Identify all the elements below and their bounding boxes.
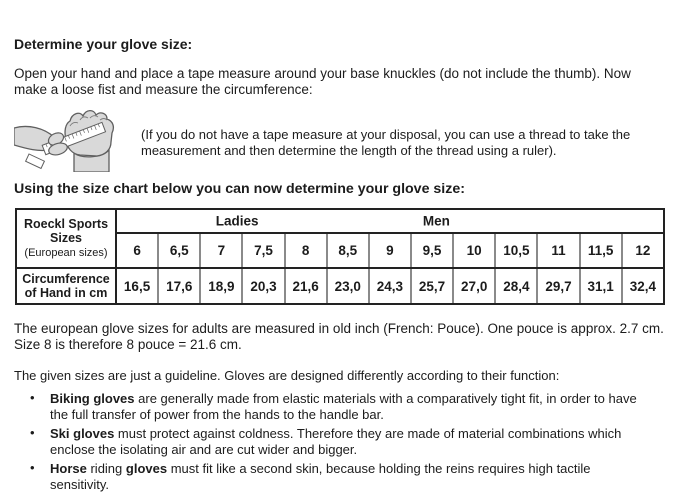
circumference-cell: 23,0	[327, 268, 369, 304]
circumference-row	[16, 268, 664, 304]
circumference-cell: 18,9	[200, 268, 242, 304]
horse-bold: Horse	[50, 461, 87, 476]
size-cell: 6	[116, 233, 158, 268]
guideline-line: The given sizes are just a guideline. Gloves are designed differently according to their function:	[14, 368, 560, 383]
circumference-cell: 20,3	[242, 268, 284, 304]
circumference-cell: 21,6	[285, 268, 327, 304]
list-item-ski-gloves	[14, 426, 644, 458]
figure-row	[14, 106, 666, 172]
bullet-icon: •	[30, 460, 35, 475]
size-cell: 10	[453, 233, 495, 268]
circumference-cell: 25,7	[411, 268, 453, 304]
hand-tape-measure-icon	[14, 106, 129, 172]
row-label-circumference: Circumference of Hand in cm	[16, 268, 116, 304]
circumference-cell: 32,4	[622, 268, 664, 304]
horse-gloves-text: must fit like a second skin, because holding the reins requires high tactile sensitivity.	[50, 461, 591, 492]
tape-measure-note: (If you do not have a tape measure at your disposal, you can use a thread to take the measurement and then determine the length of the thread using a ruler).	[141, 127, 631, 158]
list-item-horse-riding-gloves	[14, 461, 644, 493]
size-cell: 7,5	[242, 233, 284, 268]
circumference-cell: 31,1	[580, 268, 622, 304]
hand-tape-measure-illustration	[14, 106, 129, 172]
ski-gloves-bold: Ski gloves	[50, 426, 115, 441]
bullet-icon: •	[30, 425, 35, 440]
row-label-roeckl-sizes	[16, 209, 116, 268]
gender-group-row	[16, 209, 664, 233]
glove-types-list	[14, 391, 644, 493]
gloves-bold: gloves	[125, 461, 168, 476]
size-cell: 11	[537, 233, 579, 268]
list-item-biking-gloves	[14, 391, 644, 423]
size-cell: 10,5	[495, 233, 537, 268]
pouce-line-2: Size 8 is therefore 8 pouce = 21.6 cm.	[14, 337, 242, 352]
size-cell: 9,5	[411, 233, 453, 268]
heading-determine-glove-size: Determine your glove size:	[14, 36, 193, 52]
gender-group-header-cell	[116, 209, 664, 233]
row-label-european-sizes: (European sizes)	[24, 247, 108, 259]
pouce-paragraph	[14, 321, 666, 353]
circumference-cell: 17,6	[158, 268, 200, 304]
ski-gloves-text: must protect against coldness. Therefore they are made of material combinations which enclose the isolating air and are cut wider and bigger.	[50, 426, 622, 457]
riding-text: riding	[86, 461, 126, 476]
bullet-icon: •	[30, 390, 35, 405]
biking-gloves-text: are generally made from elastic materials with a comparatively tight fit, in order to have the full transfer of power from the hands to the handle bar.	[50, 391, 637, 422]
size-cell: 8,5	[327, 233, 369, 268]
circumference-cell: 28,4	[495, 268, 537, 304]
glove-size-table	[15, 208, 665, 305]
circumference-cell: 16,5	[116, 268, 158, 304]
circumference-cell: 27,0	[453, 268, 495, 304]
ladies-group-label: Ladies	[215, 213, 259, 229]
intro-paragraph: Open your hand and place a tape measure around your base knuckles (do not include the thumb). Now make a loose fist and measure the circumference:	[14, 66, 631, 97]
size-cell: 9	[369, 233, 411, 268]
size-cell: 6,5	[158, 233, 200, 268]
circumference-cell: 29,7	[537, 268, 579, 304]
pouce-line-1: The european glove sizes for adults are measured in old inch (French: Pouce). One pouce is approx. 2.7 cm.	[14, 321, 664, 336]
men-group-label: Men	[422, 213, 450, 229]
size-cell: 8	[285, 233, 327, 268]
row-label-roeckl-sizes-text: Roeckl Sports Sizes	[23, 217, 109, 245]
circumference-cell: 24,3	[369, 268, 411, 304]
size-cell: 11,5	[580, 233, 622, 268]
size-cell: 12	[622, 233, 664, 268]
size-cell: 7	[200, 233, 242, 268]
biking-gloves-bold: Biking gloves	[50, 391, 135, 406]
heading-size-chart: Using the size chart below you can now determine your glove size:	[14, 181, 465, 197]
